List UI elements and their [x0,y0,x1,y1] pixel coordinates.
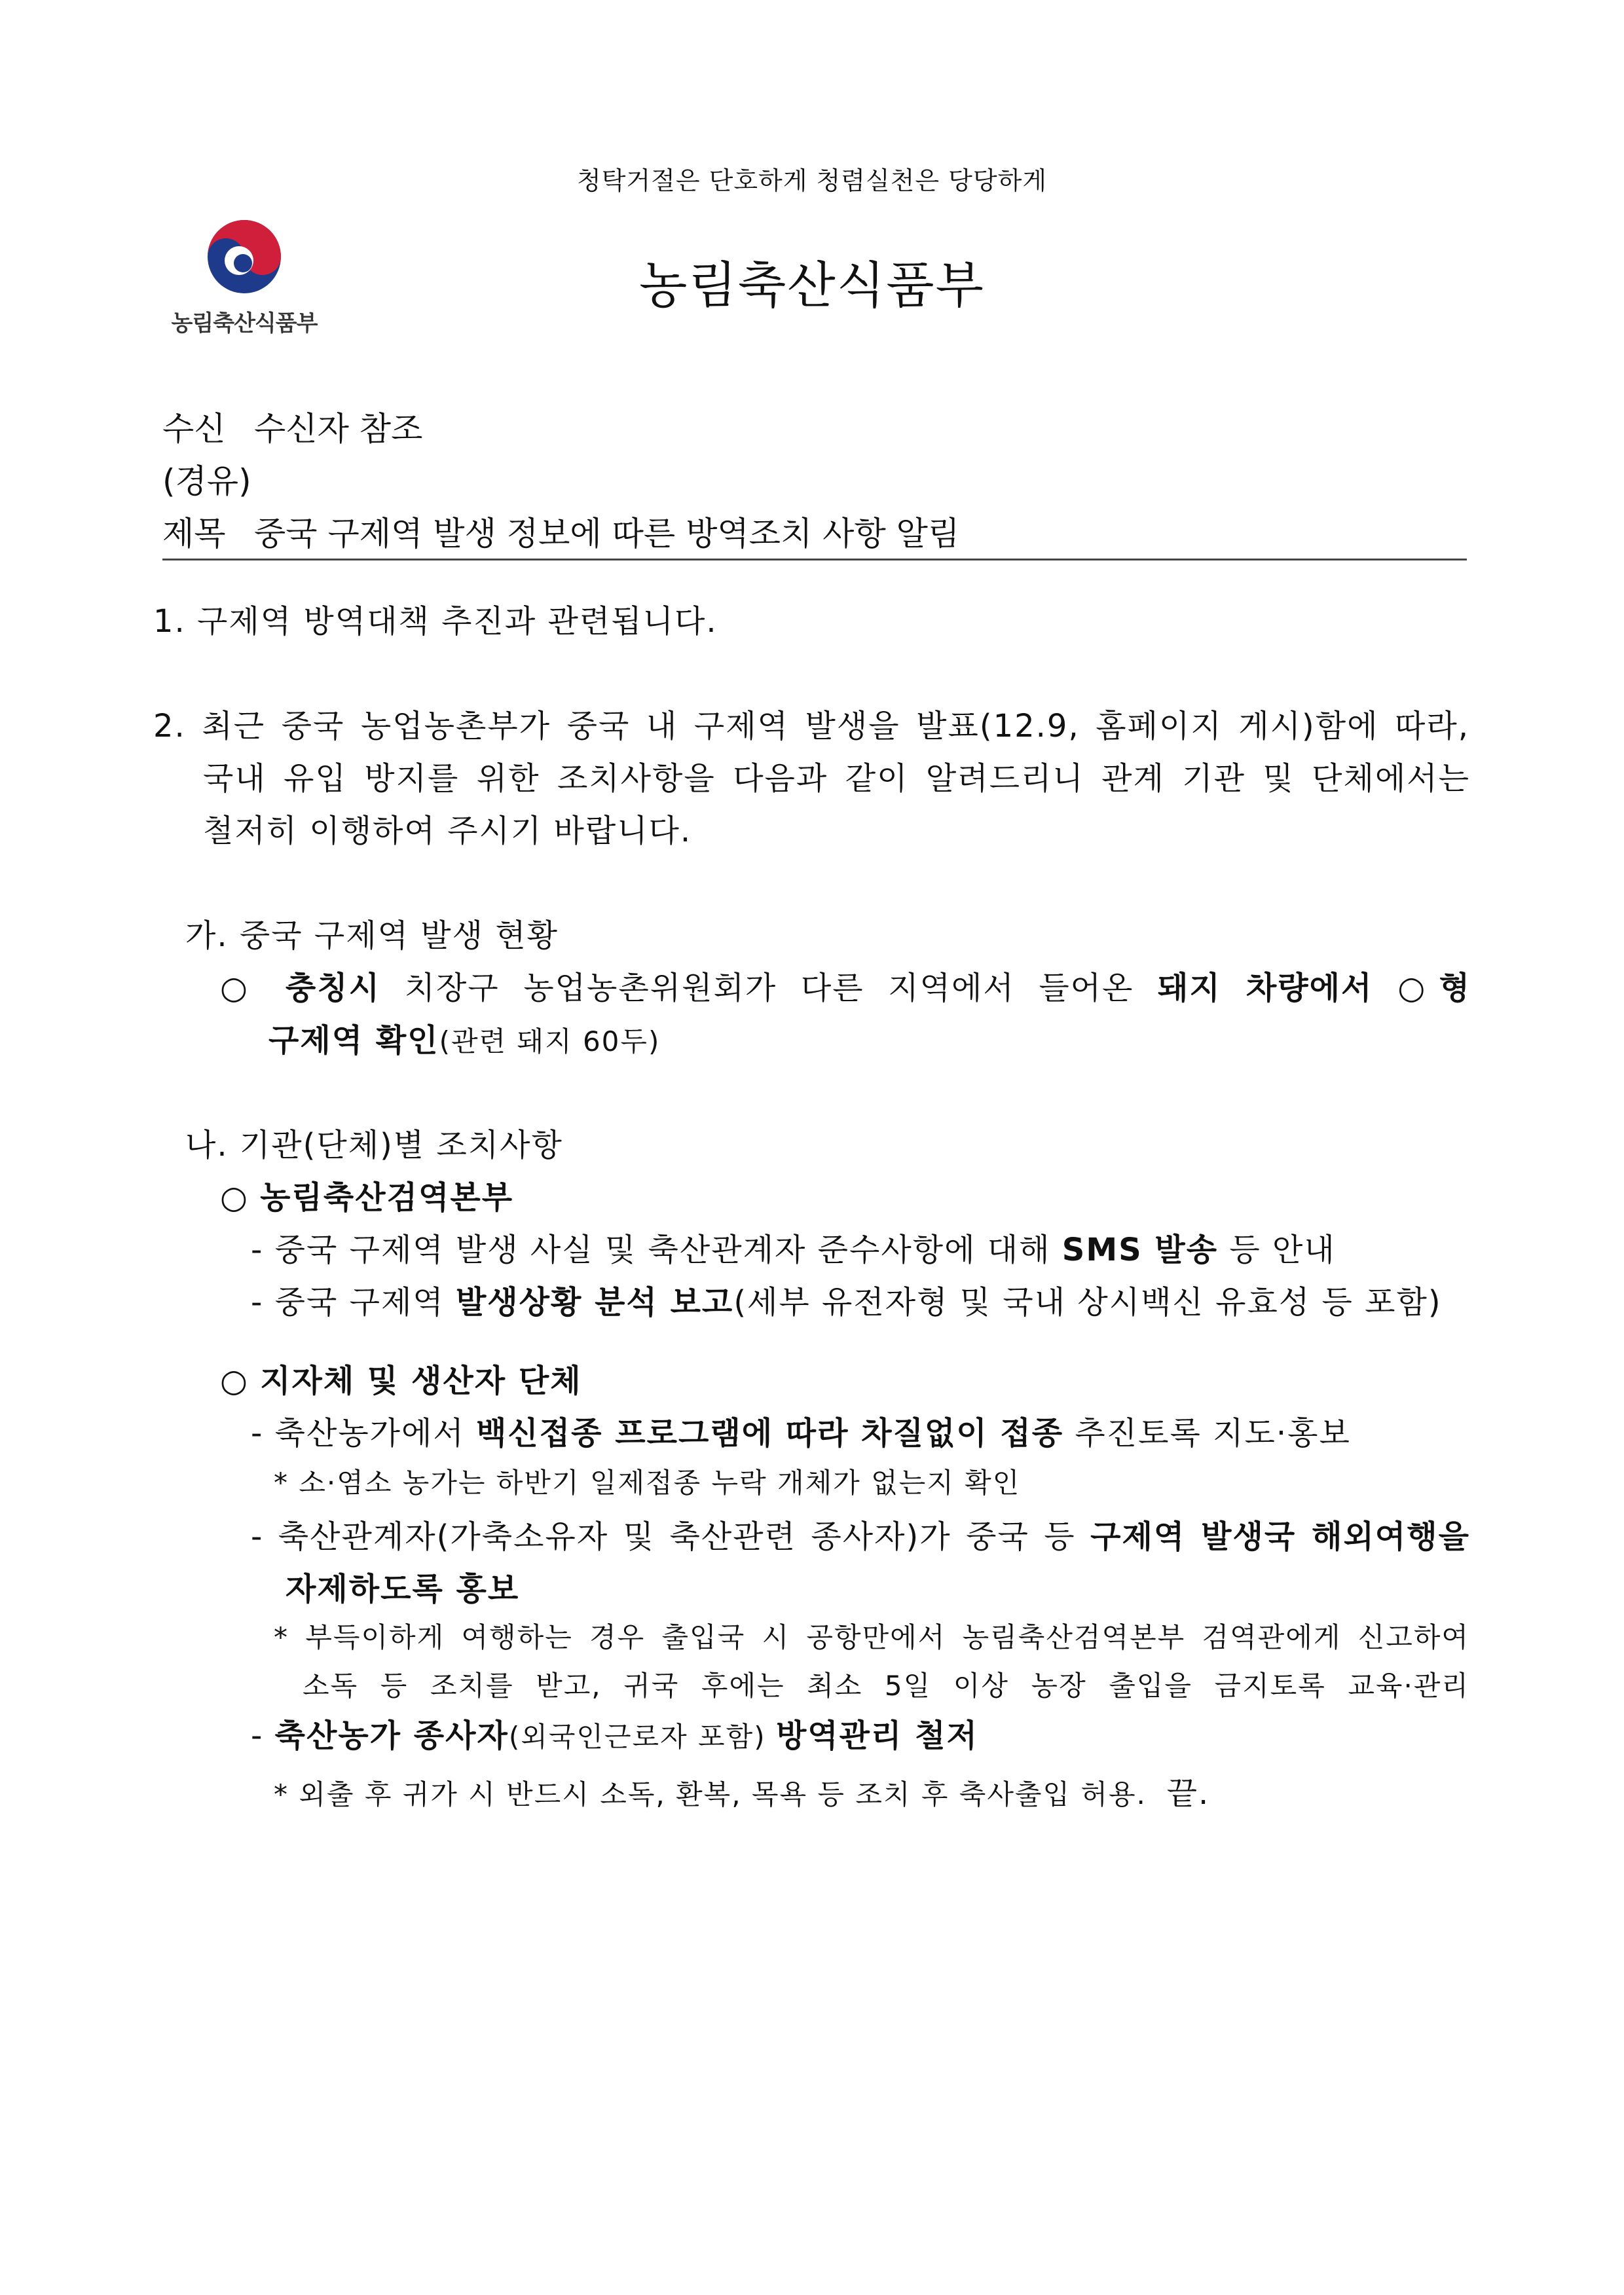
paragraph-2-line-3: 철저히 이행하여 주시기 바랍니다. [203,813,692,849]
sms-text: SMS 발송 [1061,1232,1219,1268]
bullet: ○ [220,970,262,1006]
org-2-heading [220,1355,582,1401]
fmd-confirmed: 구제역 확인 [268,1022,439,1059]
promotion-text: 자제하도록 홍보 [286,1571,520,1607]
text: - 축산농가에서 [251,1415,477,1452]
text: (외국인근로자 포함) [508,1721,776,1753]
section-a-item-line-1 [220,963,1471,1008]
report-text: 발생상황 분석 보고 [455,1284,734,1321]
city-name: 충칭시 [285,970,380,1006]
org-2-dash-3 [251,1710,978,1755]
text: 추진토록 지도·홍보 [1063,1415,1351,1452]
org-2-note-2-line-1: * 부득이하게 여행하는 경우 출입국 시 공항만에서 농림축산검역본부 검역관에게 신고하여 [274,1621,1469,1653]
recipient-row [162,403,422,450]
vaccine-text: 백신접종 프로그램에 따라 차질없이 접종 [476,1415,1064,1452]
recipient-value: 수신자 참조 [254,410,423,448]
org-1-dash-1 [251,1224,1336,1270]
vehicle-text: 돼지 차량에서 ○형 [1158,970,1471,1006]
text: - 축산관계자(가축소유자 및 축산관련 종사자)가 중국 등 [251,1518,1091,1555]
paragraph-1: 1. 구제역 방역대책 추진과 관련됩니다. [153,603,718,640]
org-2-dash-1 [251,1408,1351,1453]
org-2-note-1: * 소·염소 농가는 하반기 일제접종 누락 개체가 없는지 확인 [274,1467,1021,1499]
paragraph-2-line-2: 국내 유입 방지를 위한 조치사항을 다음과 같이 알려드리니 관계 기관 및 단체에서는 [203,760,1470,797]
header-divider [162,559,1467,560]
text: - [251,1717,275,1754]
org-2-note-2-line-2: 소독 등 조치를 받고, 귀국 후에는 최소 5일 이상 농장 출입을 금지토록 교육·관리 [303,1670,1469,1702]
text: - 중국 구제역 발생 사실 및 축산관계자 준수사항에 대해 [251,1232,1062,1268]
subject-label: 제목 [162,515,226,553]
paragraph-2-line-1: 2. 최근 중국 농업농촌부가 중국 내 구제역 발생을 발표(12.9, 홈페이지 게시)함에 따라, [153,708,1469,744]
text: 등 안내 [1218,1232,1336,1268]
ministry-title: 농림축산식품부 [639,256,985,314]
subject-row [162,507,959,555]
section-a-title: 가. 중국 구제역 발생 현황 [185,917,559,954]
org-2-name: 지자체 및 생산자 단체 [260,1363,582,1399]
via-row: (경유) [162,462,251,500]
bullet: ○ [220,1363,249,1399]
section-b-title: 나. 기관(단체)별 조치사항 [185,1127,563,1164]
org-2-dash-2-line-2 [286,1564,519,1609]
pig-count-note: (관련 돼지 60두) [439,1025,661,1057]
org-1-dash-2 [251,1277,1442,1322]
recipient-label: 수신 [162,410,226,448]
text: 치장구 농업농촌위원회가 다른 지역에서 들어온 [380,970,1158,1006]
note-text: * 외출 후 귀가 시 반드시 소독, 환복, 목욕 등 조치 후 축사출입 허용. [274,1778,1147,1810]
org-2-dash-2-line-1 [251,1511,1470,1556]
text: (세부 유전자형 및 국내 상시백신 유효성 등 포함) [733,1284,1442,1321]
section-a-item-line-2 [268,1015,660,1060]
org-1-heading [220,1172,513,1217]
travel-text: 구제역 발생국 해외여행을 [1090,1518,1470,1555]
logo-text: 농림축산식품부 [171,310,318,337]
workers-text: 축산농가 종사자 [274,1717,509,1754]
org-1-name: 농림축산검역본부 [260,1179,514,1216]
quarantine-text: 방역관리 철저 [775,1717,978,1754]
bullet: ○ [220,1179,249,1216]
text: - 중국 구제역 [251,1284,456,1321]
subject-value: 중국 구제역 발생 정보에 따른 방역조치 사항 알림 [254,515,960,553]
slogan: 청탁거절은 단호하게 청렴실천은 당당하게 [577,166,1047,195]
org-2-note-3 [274,1768,1209,1813]
end-mark: 끝. [1166,1775,1210,1812]
